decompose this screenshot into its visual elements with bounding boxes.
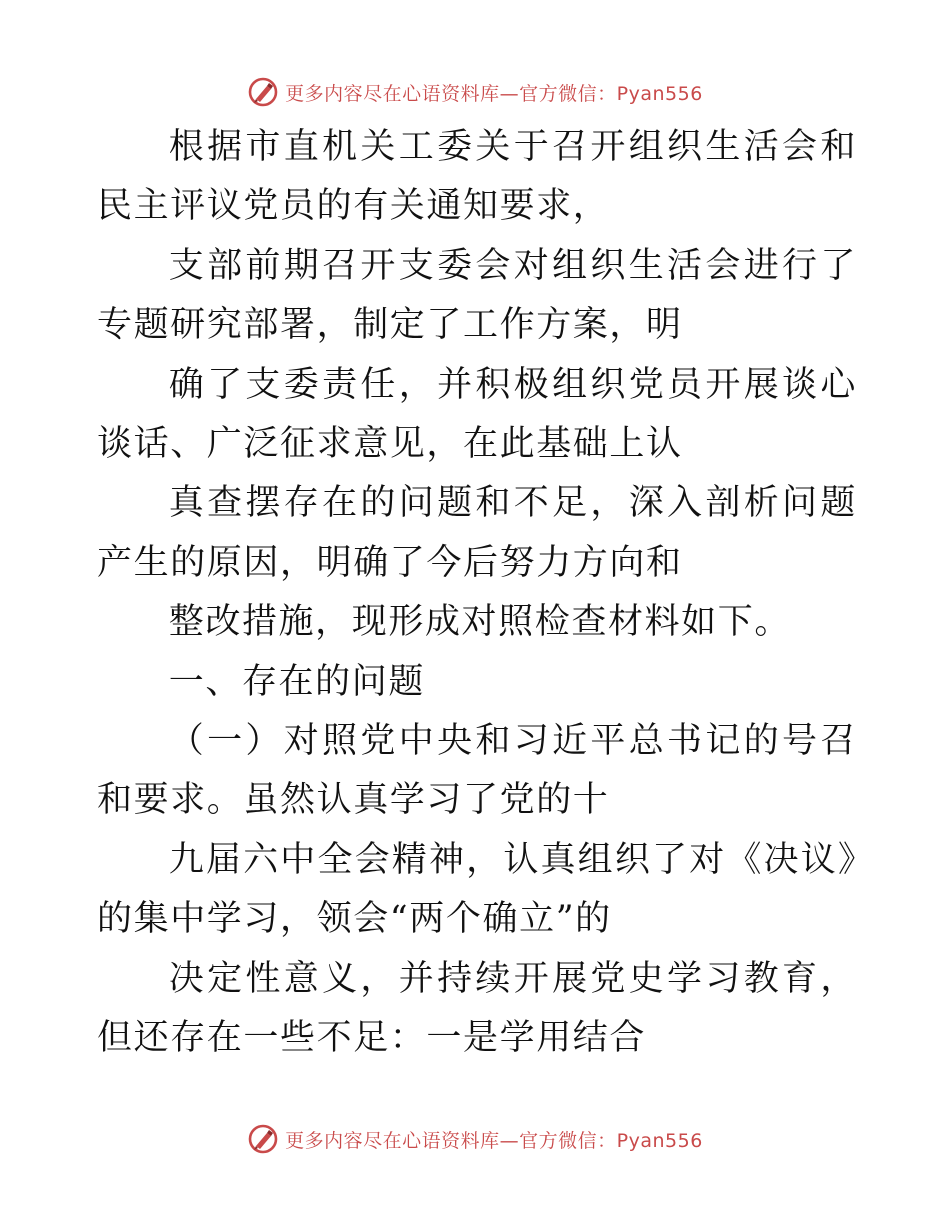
document-body xyxy=(97,118,857,1069)
watermark-text: 更多内容尽在心语资料库—官方微信：Pyan556 xyxy=(285,82,703,105)
watermark-text: 更多内容尽在心语资料库—官方微信：Pyan556 xyxy=(285,1129,703,1152)
paragraph-1: 根据市直机关工委关于召开组织生活会和民主评议党员的有关通知要求， xyxy=(97,127,857,227)
pen-logo-icon xyxy=(247,76,279,108)
section-heading-problems: 一、存在的问题 xyxy=(168,661,425,702)
paragraph-5: 整改措施，现形成对照检查材料如下。 xyxy=(168,602,791,643)
paragraph-4: 真查摆存在的问题和不足，深入剖析问题产生的原因，明确了今后努力方向和 xyxy=(97,483,857,583)
paragraph-8: 九届六中全会精神，认真组织了对《决议》的集中学习，领会“两个确立”的 xyxy=(97,839,857,940)
paragraph-9: 决定性意义，并持续开展党史学习教育，但还存在一些不足：一是学用结合 xyxy=(97,958,857,1059)
paragraph-7: （一）对照党中央和习近平总书记的号召和要求。虽然认真学习了党的十 xyxy=(97,721,857,821)
pen-logo-icon xyxy=(247,1123,279,1155)
header-watermark xyxy=(0,75,950,109)
paragraph-2: 支部前期召开支委会对组织生活会进行了专题研究部署，制定了工作方案，明 xyxy=(97,245,857,346)
footer-watermark xyxy=(0,1122,950,1156)
paragraph-3: 确了支委责任，并积极组织党员开展谈心谈话、广泛征求意见，在此基础上认 xyxy=(97,364,857,465)
